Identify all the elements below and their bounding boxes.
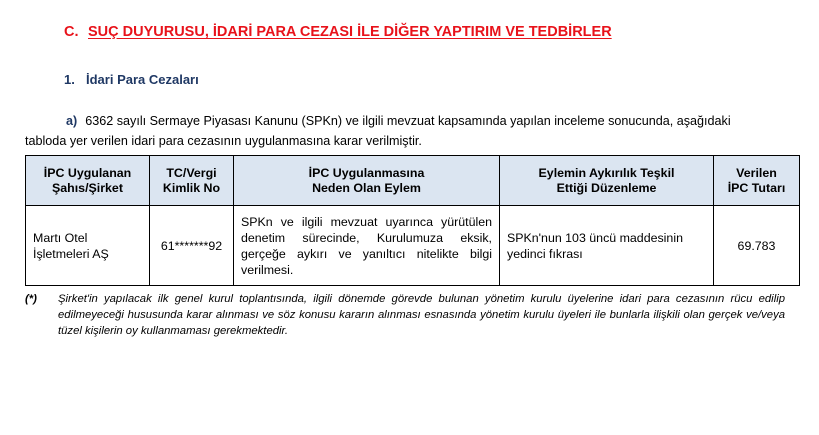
cell-entity: Martı Otel İşletmeleri AŞ bbox=[26, 206, 150, 286]
section-title: SUÇ DUYURUSU, İDARİ PARA CEZASI İLE DİĞER YAPTIRIM VE TEDBİRLER bbox=[88, 24, 612, 40]
table-row bbox=[26, 206, 800, 286]
footnote-marker: (*) bbox=[25, 293, 37, 305]
header-regulation: Eylemin Aykırılık Teşkil Ettiği Düzenleme bbox=[500, 156, 714, 206]
subsection-title: İdari Para Cezaları bbox=[86, 72, 199, 87]
header-entity: İPC Uygulanan Şahıs/Şirket bbox=[26, 156, 150, 206]
section-heading bbox=[64, 24, 612, 40]
section-number: C. bbox=[64, 24, 79, 40]
paragraph-line-1: 6362 sayılı Sermaye Piyasası Kanunu (SPKn) ve ilgili mevzuat kapsamında yapılan inceleme sonucunda, aşağıdaki bbox=[85, 114, 731, 128]
penalty-table bbox=[25, 155, 800, 286]
paragraph-marker: a) bbox=[66, 114, 78, 128]
header-action: İPC Uygulanmasına Neden Olan Eylem bbox=[234, 156, 500, 206]
cell-regulation: SPKn'nun 103 üncü maddesinin yedinci fıkrası bbox=[500, 206, 714, 286]
footnote-text: Şirket'in yapılacak ilk genel kurul toplantısında, ilgili dönemde görevde bulunan yönetim kurulu üyelerine idari para cezasının rücu edilip edilmeyeceği hususunda karar alınması ve söz konusu kararın alınması esnasında yönetim kurulu üyeleri ile bunlarla ilişkili olan gerçek ve/veya tüzel kişilerin oy kullanmaması gerekmektedir. bbox=[58, 293, 785, 337]
header-amount: Verilen İPC Tutarı bbox=[714, 156, 800, 206]
subsection-heading bbox=[64, 72, 199, 87]
footnote bbox=[25, 291, 785, 339]
header-tax-id: TC/Vergi Kimlik No bbox=[150, 156, 234, 206]
cell-tax-id: 61*******92 bbox=[150, 206, 234, 286]
paragraph-line-2: tabloda yer verilen idari para cezasının uygulanmasına karar verilmiştir. bbox=[25, 134, 422, 148]
cell-action: SPKn ve ilgili mevzuat uyarınca yürütülen denetim sürecinde, Kurulumuza eksik, gerçeğe aykırı ve yanıltıcı nitelikte bilgi verilmesi. bbox=[234, 206, 500, 286]
subsection-number: 1. bbox=[64, 72, 75, 87]
intro-paragraph bbox=[25, 111, 799, 151]
table-header-row bbox=[26, 156, 800, 206]
cell-amount: 69.783 bbox=[714, 206, 800, 286]
